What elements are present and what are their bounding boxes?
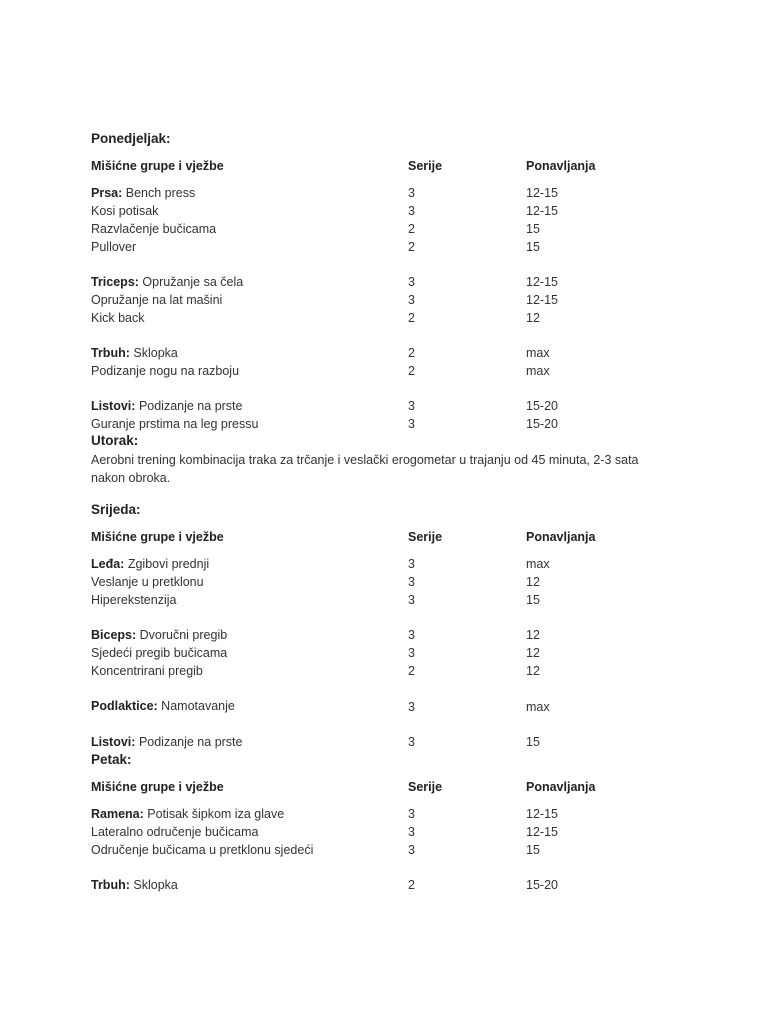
header-exercise: Mišićne grupe i vježbe — [91, 159, 224, 173]
sets-value: 3 — [408, 575, 415, 589]
exercise-name: Zgibovi prednji — [127, 557, 210, 571]
exercise-name: Odručenje bučicama u pretklonu sjedeći — [91, 843, 314, 857]
reps-value: 12-15 — [526, 186, 558, 200]
table-row — [91, 185, 195, 201]
reps-value: 12 — [526, 575, 540, 589]
sets-value: 3 — [408, 628, 415, 642]
table-row — [91, 398, 242, 414]
exercise-name: Podizanje nogu na razboju — [91, 364, 240, 378]
reps-value: 12 — [526, 311, 540, 325]
day-title-friday: Petak: — [91, 752, 132, 767]
day-title-tuesday: Utorak: — [91, 433, 139, 448]
reps-value: 12-15 — [526, 275, 558, 289]
sets-value: 3 — [408, 186, 415, 200]
reps-value: 15-20 — [526, 878, 558, 892]
sets-value: 3 — [408, 417, 415, 431]
reps-value: 12 — [526, 664, 540, 678]
muscle-group: Trbuh: — [91, 346, 130, 360]
reps-value: 15 — [526, 735, 540, 749]
header-reps: Ponavljanja — [526, 530, 596, 544]
exercise-name: Guranje prstima na leg pressu — [91, 417, 259, 431]
exercise-name: Sklopka — [133, 878, 178, 892]
exercise-name: Opružanje na lat mašini — [91, 293, 223, 307]
sets-value: 3 — [408, 275, 415, 289]
sets-value: 3 — [408, 593, 415, 607]
table-row — [91, 734, 242, 750]
sets-value: 2 — [408, 311, 415, 325]
exercise-name: Podizanje na prste — [138, 399, 243, 413]
header-reps: Ponavljanja — [526, 780, 596, 794]
day-title-wednesday: Srijeda: — [91, 502, 141, 517]
table-row — [91, 345, 178, 361]
exercise-name: Bench press — [125, 186, 196, 200]
header-reps: Ponavljanja — [526, 159, 596, 173]
muscle-group: Triceps: — [91, 275, 139, 289]
sets-value: 3 — [408, 825, 415, 839]
sets-value: 3 — [408, 557, 415, 571]
exercise-name: Namotavanje — [161, 699, 235, 713]
muscle-group: Podlaktice: — [91, 699, 158, 713]
exercise-name: Veslanje u pretklonu — [91, 575, 204, 589]
exercise-name: Dvoručni pregib — [139, 628, 228, 642]
reps-value: 12 — [526, 628, 540, 642]
exercise-name: Kosi potisak — [91, 204, 159, 218]
muscle-group: Listovi: — [91, 399, 136, 413]
sets-value: 3 — [408, 807, 415, 821]
exercise-name: Podizanje na prste — [138, 735, 243, 749]
reps-value: 12-15 — [526, 293, 558, 307]
sets-value: 2 — [408, 878, 415, 892]
table-row — [91, 556, 209, 572]
header-sets: Serije — [408, 780, 443, 794]
header-sets: Serije — [408, 530, 443, 544]
reps-value: max — [526, 346, 550, 360]
reps-value: 15-20 — [526, 417, 558, 431]
header-sets: Serije — [408, 159, 443, 173]
sets-value: 3 — [408, 843, 415, 857]
sets-value: 3 — [408, 700, 415, 714]
sets-value: 3 — [408, 293, 415, 307]
sets-value: 2 — [408, 240, 415, 254]
sets-value: 2 — [408, 222, 415, 236]
muscle-group: Trbuh: — [91, 878, 130, 892]
table-row — [91, 274, 243, 290]
sets-value: 3 — [408, 399, 415, 413]
exercise-name: Pullover — [91, 240, 137, 254]
day-title-monday: Ponedjeljak: — [91, 131, 171, 146]
reps-value: 12-15 — [526, 807, 558, 821]
reps-value: 15 — [526, 843, 540, 857]
exercise-name: Potisak šipkom iza glave — [147, 807, 285, 821]
reps-value: 12-15 — [526, 204, 558, 218]
aerobic-description: Aerobni trening kombinacija traka za trčanje i veslački erogometar u trajanju od 45 minuta, 2-3 sata nakon obroka. — [91, 453, 639, 485]
exercise-name: Lateralno odručenje bučicama — [91, 825, 259, 839]
header-exercise: Mišićne grupe i vježbe — [91, 780, 224, 794]
reps-value: 15 — [526, 240, 540, 254]
reps-value: max — [526, 557, 550, 571]
reps-value: 15 — [526, 222, 540, 236]
muscle-group: Leđa: — [91, 557, 125, 571]
sets-value: 3 — [408, 646, 415, 660]
exercise-name: Hiperekstenzija — [91, 593, 177, 607]
sets-value: 2 — [408, 346, 415, 360]
muscle-group: Prsa: — [91, 186, 123, 200]
exercise-name: Koncentrirani pregib — [91, 664, 203, 678]
table-row — [91, 806, 284, 822]
exercise-name: Opružanje sa čela — [142, 275, 244, 289]
table-row — [91, 627, 227, 643]
reps-value: 15-20 — [526, 399, 558, 413]
sets-value: 2 — [408, 364, 415, 378]
reps-value: 15 — [526, 593, 540, 607]
reps-value: max — [526, 364, 550, 378]
exercise-name: Sklopka — [133, 346, 178, 360]
table-row — [91, 698, 235, 714]
muscle-group: Listovi: — [91, 735, 136, 749]
header-exercise: Mišićne grupe i vježbe — [91, 530, 224, 544]
reps-value: 12 — [526, 646, 540, 660]
sets-value: 3 — [408, 735, 415, 749]
exercise-name: Sjedeći pregib bučicama — [91, 646, 228, 660]
sets-value: 2 — [408, 664, 415, 678]
muscle-group: Biceps: — [91, 628, 137, 642]
exercise-name: Razvlačenje bučicama — [91, 222, 217, 236]
sets-value: 3 — [408, 204, 415, 218]
table-row — [91, 877, 178, 893]
muscle-group: Ramena: — [91, 807, 144, 821]
exercise-name: Kick back — [91, 311, 145, 325]
reps-value: 12-15 — [526, 825, 558, 839]
reps-value: max — [526, 700, 550, 714]
